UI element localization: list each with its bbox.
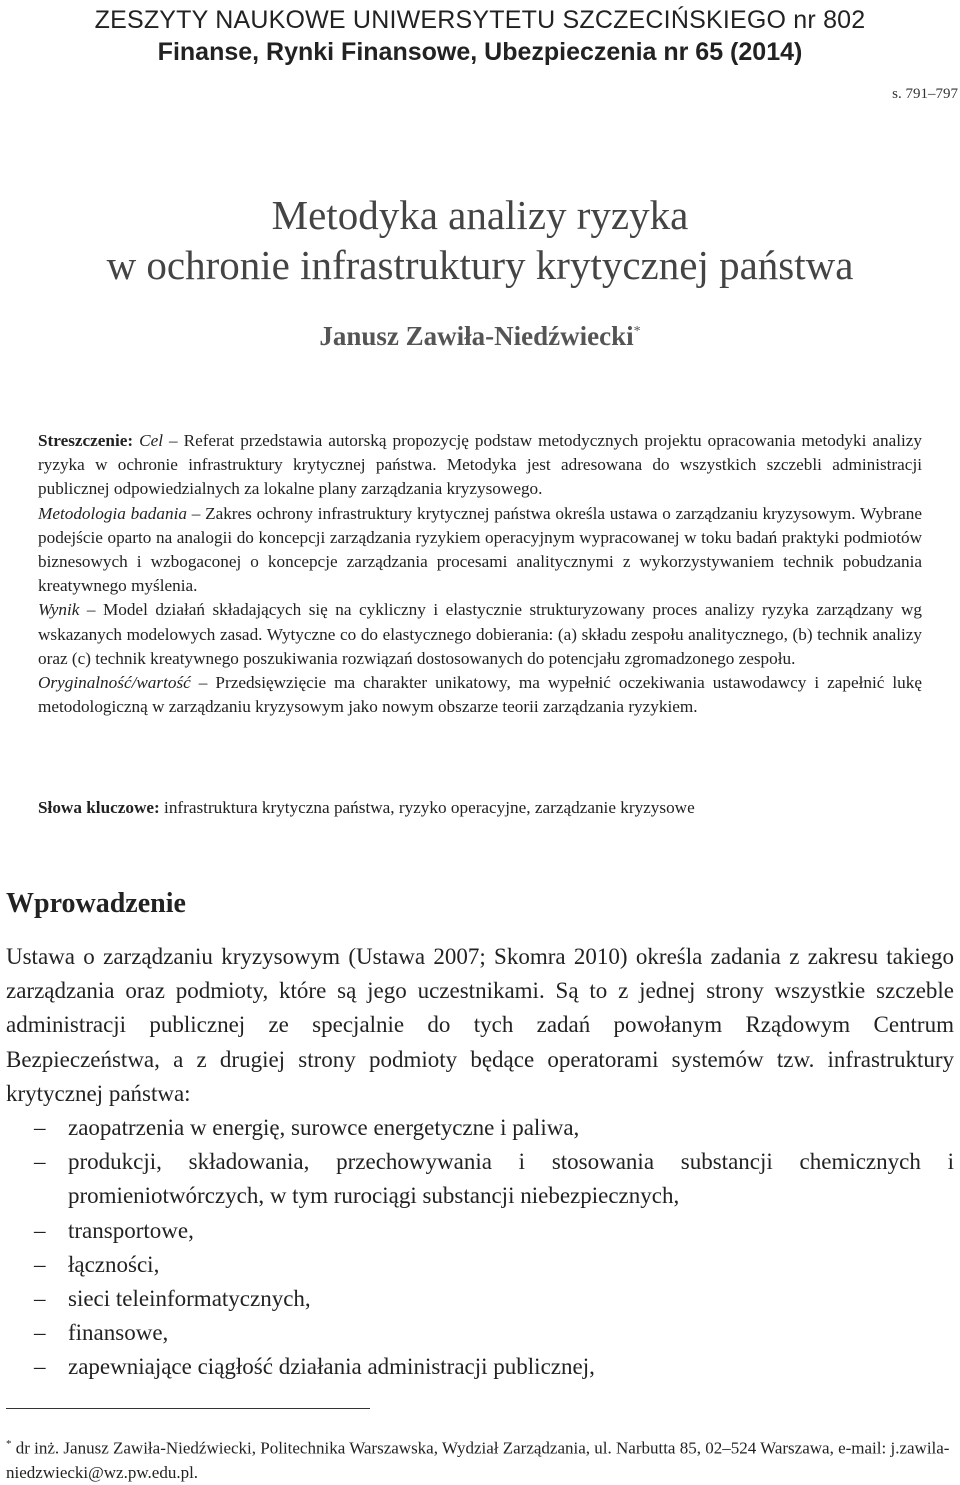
list-item-text: transportowe, <box>68 1217 194 1243</box>
list-item-text: zapewniające ciągłość działania administracji publicznej, <box>68 1354 595 1380</box>
list-dash: – <box>34 1354 46 1380</box>
list-dash: – <box>34 1320 46 1346</box>
method-label: Metodologia badania <box>38 503 187 523</box>
value-text: – Przedsięwzięcie ma charakter unikatowy, ma wypełnić oczekiwania ustawodawcy i zapełnić lukę metodologiczną w zarządzaniu kryzysowym jako nowym obszarze teorii zarządzania ryzykiem. <box>38 673 922 717</box>
result-label: Wynik <box>38 600 80 620</box>
article-title <box>0 190 960 290</box>
footnote-mark: * <box>6 1438 12 1450</box>
list-item <box>6 1350 954 1384</box>
list-item <box>6 1282 954 1316</box>
list-item-text: sieci teleinformatycznych, <box>68 1286 311 1312</box>
journal-series: Finanse, Rynki Finansowe, Ubezpieczenia nr 65 (2014) <box>157 38 803 66</box>
value-label: Oryginalność/wartość <box>38 673 191 693</box>
list-dash: – <box>34 1286 46 1312</box>
list-dash: – <box>34 1251 46 1277</box>
list-item <box>6 1145 954 1213</box>
page-range: s. 791–797 <box>892 86 958 102</box>
abstract <box>38 429 922 719</box>
keywords-label: Słowa kluczowe: <box>38 798 160 817</box>
abstract-result <box>38 598 922 671</box>
infrastructure-list <box>6 1111 954 1385</box>
list-item <box>6 1111 954 1145</box>
aim-label: Cel <box>139 431 164 450</box>
abstract-aim <box>38 429 922 502</box>
title-line-2: w ochronie infrastruktury krytycznej państwa <box>106 242 854 288</box>
intro-section <box>6 940 954 1385</box>
journal-name: ZESZYTY NAUKOWE UNIWERSYTETU SZCZECIŃSKIEGO nr 802 <box>94 6 866 34</box>
footnote <box>6 1432 954 1485</box>
author-text: Janusz Zawiła-Niedźwiecki <box>319 321 634 351</box>
author-footnote-mark: * <box>633 324 641 339</box>
keywords <box>38 798 922 818</box>
aim-text: – Referat przedstawia autorską propozycję podstaw metodycznych projektu opracowania metodyki analizy ryzyka w ochronie infrastruktury krytycznej państwa. Metodyka jest adresowana do wszystkich szczebli administracji publicznej odpowiedzialnych za lokalne plany zarządzania kryzysowego. <box>38 431 922 499</box>
result-text: – Model działań składających się na cykliczny i elastycznie strukturyzowany proces analizy ryzyka zarządzany wg wskazanych modelowych zasad. Wytyczne co do elastycznego dobierania: (a) składu zespołu analitycznego, (b) technik analizy oraz (c) technik kreatywnego poszukiwania rozwiązań dostosowanych do potencjału zgromadzonego zespołu. <box>38 600 922 668</box>
list-item-text: finansowe, <box>68 1320 169 1346</box>
list-item-text: produkcji, składowania, przechowywania i stosowania substancji chemicznych i promieniotwórczych, w tym rurociągi substancji niebezpiecznych, <box>68 1149 954 1209</box>
list-item <box>6 1214 954 1248</box>
title-line-1: Metodyka analizy ryzyka <box>271 192 689 238</box>
abstract-value <box>38 671 922 719</box>
list-item <box>6 1316 954 1350</box>
list-item-text: łączności, <box>68 1251 160 1277</box>
list-dash: – <box>34 1149 46 1175</box>
list-item <box>6 1248 954 1282</box>
keywords-text: infrastruktura krytyczna państwa, ryzyko operacyjne, zarządzanie kryzysowe <box>159 798 695 817</box>
method-text: – Zakres ochrony infrastruktury krytycznej państwa określa ustawa o zarządzaniu kryzysowym. Wybrane podejście oparto na analogii do koncepcji zarządzania ryzykiem operacyjnym wypracowanej w toku badań praktyki podmiotów biznesowych i wzbogaconej o koncepcje zarządzania procesami analitycznymi z wykorzystywaniem technik pobudzania kreatywnego myślenia. <box>38 503 922 596</box>
abstract-label: Streszczenie: <box>38 431 134 450</box>
footnote-divider <box>6 1408 370 1409</box>
author-name <box>0 321 960 352</box>
intro-paragraph: Ustawa o zarządzaniu kryzysowym (Ustawa 2007; Skomra 2010) określa zadania z zakresu takiego zarządzania oraz podmioty, które są jego uczestnikami. Są to z jednej strony wszystkie szczeble administracji publicznej ze specjalnie do tych zadań powołanym Rządowym Centrum Bezpieczeństwa, a z drugiej strony podmioty będące operatorami systemów tzw. infrastruktury krytycznej państwa: <box>6 944 954 1106</box>
journal-header <box>0 4 960 68</box>
abstract-method <box>38 502 922 599</box>
list-item-text: zaopatrzenia w energię, surowce energetyczne i paliwa, <box>68 1115 580 1141</box>
section-heading: Wprowadzenie <box>6 888 186 919</box>
footnote-text: dr inż. Janusz Zawiła-Niedźwiecki, Politechnika Warszawska, Wydział Zarządzania, ul. Narbutta 85, 02–524 Warszawa, e-mail: j.zawila-niedzwiecki@wz.pw.edu.pl. <box>6 1438 950 1482</box>
list-dash: – <box>34 1115 46 1141</box>
list-dash: – <box>34 1217 46 1243</box>
